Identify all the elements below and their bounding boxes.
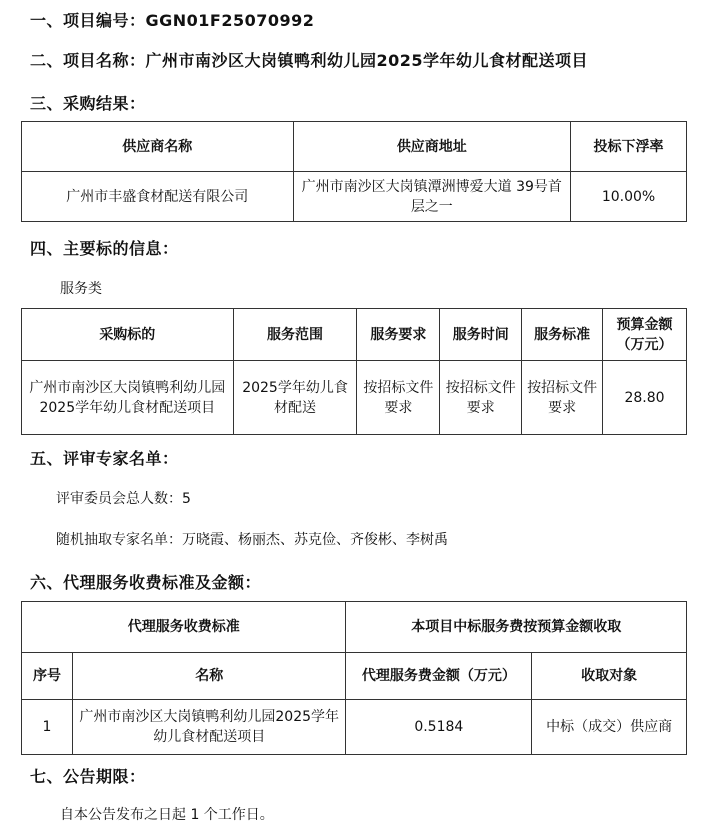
header-no: 序号 <box>22 653 73 700</box>
section-5-heading: 五、评审专家名单： <box>30 449 179 468</box>
header-time: 服务时间 <box>440 309 522 361</box>
section-4-heading: 四、主要标的信息： <box>30 239 179 258</box>
section-2-heading: 二、项目名称：广州市南沙区大岗镇鸭利幼儿园2025学年幼儿食材配送项目 <box>30 51 589 70</box>
header-subject: 采购标的 <box>22 309 234 361</box>
fee-row-target: 中标（成交）供应商 <box>532 700 687 755</box>
section-1-heading: 一、项目编号：GGN01F25070992 <box>30 11 315 30</box>
header-standard: 服务标准 <box>522 309 603 361</box>
bid-rate: 10.00% <box>571 172 687 222</box>
fee-standard-value: 本项目中标服务费按预算金额收取 <box>346 602 687 653</box>
subject-budget: 28.80 <box>603 361 687 435</box>
agency-fee-table <box>21 601 687 755</box>
supplier-address: 广州市南沙区大岗镇潭洲博爱大道 39号首层之一 <box>293 172 571 222</box>
section-7-heading: 七、公告期限： <box>30 767 146 786</box>
subject-standard: 按招标文件要求 <box>522 361 603 435</box>
fee-row-name: 广州市南沙区大岗镇鸭利幼儿园2025学年幼儿食材配送项目 <box>72 700 346 755</box>
header-bid-rate: 投标下浮率 <box>571 122 687 172</box>
fee-row-no: 1 <box>22 700 73 755</box>
header-budget: 预算金额（万元） <box>603 309 687 361</box>
header-fee-amount: 代理服务费金额（万元） <box>346 653 532 700</box>
header-requirement: 服务要求 <box>357 309 440 361</box>
supplier-name: 广州市丰盛食材配送有限公司 <box>22 172 294 222</box>
subject-requirement: 按招标文件要求 <box>357 361 440 435</box>
fee-row-amount: 0.5184 <box>346 700 532 755</box>
subject-item: 广州市南沙区大岗镇鸭利幼儿园2025学年幼儿食材配送项目 <box>22 361 234 435</box>
subject-scope: 2025学年幼儿食材配送 <box>233 361 357 435</box>
header-supplier-name: 供应商名称 <box>22 122 294 172</box>
section-6-heading: 六、代理服务收费标准及金额： <box>30 573 262 592</box>
procurement-result-table <box>21 121 687 222</box>
header-supplier-address: 供应商地址 <box>293 122 571 172</box>
notice-period-text: 自本公告发布之日起 1 个工作日。 <box>60 807 274 823</box>
subject-time: 按招标文件要求 <box>440 361 522 435</box>
header-scope: 服务范围 <box>233 309 357 361</box>
header-fee-target: 收取对象 <box>532 653 687 700</box>
subject-info-table <box>21 308 687 435</box>
section-3-heading: 三、采购结果： <box>30 94 146 113</box>
fee-standard-label: 代理服务收费标准 <box>22 602 346 653</box>
header-name: 名称 <box>72 653 346 700</box>
expert-list: 随机抽取专家名单：万晓霞、杨丽杰、苏克俭、齐俊彬、李树禹 <box>56 532 448 548</box>
category-label: 服务类 <box>60 281 102 297</box>
committee-count: 评审委员会总人数：5 <box>56 491 191 507</box>
